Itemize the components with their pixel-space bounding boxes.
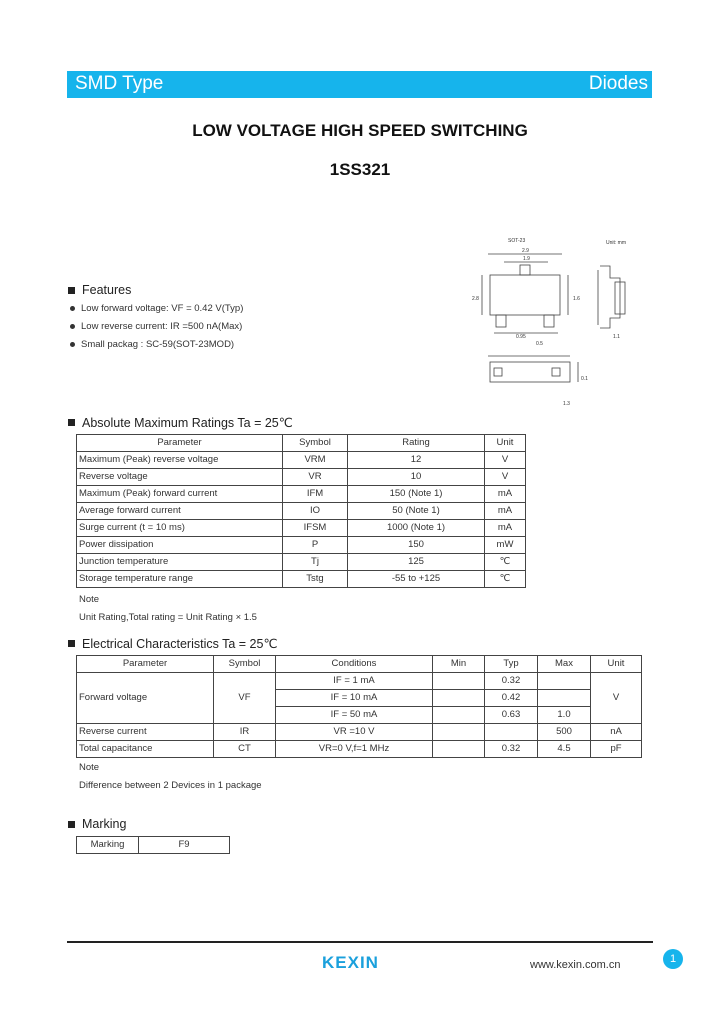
rating-cell: -55 to +125	[348, 571, 485, 588]
parameter-cell: Power dissipation	[77, 537, 283, 554]
elec-note-label: Note	[79, 762, 100, 773]
typ-cell: 0.32	[485, 673, 538, 690]
column-header: Conditions	[276, 656, 433, 673]
elec-table	[76, 655, 642, 758]
parameter-cell: Maximum (Peak) forward current	[77, 486, 283, 503]
max-cell	[538, 673, 591, 690]
parameter-cell: Forward voltage	[77, 673, 214, 724]
typ-cell: 0.63	[485, 707, 538, 724]
symbol-cell: IFSM	[283, 520, 348, 537]
table-row	[77, 503, 526, 520]
unit-cell: mA	[485, 520, 526, 537]
min-cell	[433, 690, 485, 707]
abs-max-table	[76, 434, 526, 588]
table-row	[77, 724, 642, 741]
features-heading	[68, 283, 131, 297]
parameter-cell: Surge current (t = 10 ms)	[77, 520, 283, 537]
header-type: Diodes	[588, 73, 648, 94]
dim-label: 1.9	[523, 256, 530, 262]
marking-heading	[68, 817, 126, 831]
unit-cell: V	[591, 673, 642, 724]
symbol-cell: P	[283, 537, 348, 554]
min-cell	[433, 673, 485, 690]
table-header-row	[77, 435, 526, 452]
footer-divider	[67, 941, 653, 943]
column-header: Symbol	[283, 435, 348, 452]
feature-item	[70, 339, 234, 350]
unit-cell: pF	[591, 741, 642, 758]
rating-cell: 10	[348, 469, 485, 486]
bullet-square-icon	[68, 419, 75, 426]
features-heading-text: Features	[82, 283, 132, 297]
symbol-cell: VRM	[283, 452, 348, 469]
table-row	[77, 554, 526, 571]
parameter-cell: Reverse voltage	[77, 469, 283, 486]
page-number-badge: 1	[663, 949, 683, 969]
bullet-dot-icon	[70, 306, 75, 311]
package-outline-drawing	[470, 230, 650, 415]
abs-max-heading	[68, 415, 293, 430]
min-cell	[433, 707, 485, 724]
symbol-cell: IO	[283, 503, 348, 520]
abs-max-note-label: Note	[79, 594, 100, 605]
column-header: Parameter	[77, 435, 283, 452]
max-cell	[538, 690, 591, 707]
rating-cell: 150	[348, 537, 485, 554]
column-header: Unit	[485, 435, 526, 452]
bullet-dot-icon	[70, 342, 75, 347]
dim-label: 1.1	[613, 334, 620, 340]
rating-cell: 12	[348, 452, 485, 469]
table-header-row	[77, 656, 642, 673]
parameter-cell: Reverse current	[77, 724, 214, 741]
max-cell: 4.5	[538, 741, 591, 758]
min-cell	[433, 741, 485, 758]
marking-label-cell: Marking	[77, 837, 139, 854]
table-row	[77, 469, 526, 486]
table-row	[77, 571, 526, 588]
symbol-cell: VF	[214, 673, 276, 724]
conditions-cell: VR =10 V	[276, 724, 433, 741]
feature-text: Low reverse current: IR =500 nA(Max)	[81, 321, 243, 332]
elec-heading-text: Electrical Characteristics Ta = 25℃	[82, 637, 278, 651]
min-cell	[433, 724, 485, 741]
symbol-cell: IR	[214, 724, 276, 741]
dim-label: 2.8	[472, 296, 479, 302]
parameter-cell: Maximum (Peak) reverse voltage	[77, 452, 283, 469]
table-row	[77, 486, 526, 503]
elec-heading	[68, 636, 277, 651]
dim-label: 2.9	[522, 248, 529, 254]
parameter-cell: Total capacitance	[77, 741, 214, 758]
conditions-cell: IF = 1 mA	[276, 673, 433, 690]
header-bar	[67, 71, 652, 98]
unit-cell: mA	[485, 486, 526, 503]
feature-item	[70, 321, 242, 332]
parameter-cell: Storage temperature range	[77, 571, 283, 588]
rating-cell: 50 (Note 1)	[348, 503, 485, 520]
part-number: 1SS321	[329, 160, 391, 179]
unit-cell: mA	[485, 503, 526, 520]
marking-value-cell: F9	[139, 837, 230, 854]
table-row	[77, 520, 526, 537]
rating-cell: 150 (Note 1)	[348, 486, 485, 503]
kexin-logo: KEXIN	[322, 953, 379, 972]
feature-text: Small packag : SC-59(SOT-23MOD)	[81, 339, 235, 350]
unit-cell: V	[485, 469, 526, 486]
dim-label: 0.95	[516, 334, 526, 340]
rating-cell: 125	[348, 554, 485, 571]
table-row	[77, 837, 230, 854]
header-category: SMD Type	[75, 73, 164, 94]
conditions-cell: IF = 10 mA	[276, 690, 433, 707]
symbol-cell: Tj	[283, 554, 348, 571]
column-header: Max	[538, 656, 591, 673]
column-header: Typ	[485, 656, 538, 673]
max-cell: 500	[538, 724, 591, 741]
table-row	[77, 537, 526, 554]
dim-label: 0.5	[536, 341, 543, 347]
dim-label: 1.6	[573, 296, 580, 302]
bullet-square-icon	[68, 821, 75, 828]
column-header: Min	[433, 656, 485, 673]
bullet-dot-icon	[70, 324, 75, 329]
marking-table	[76, 836, 230, 854]
elec-note-text: Difference between 2 Devices in 1 package	[79, 780, 262, 791]
parameter-cell: Junction temperature	[77, 554, 283, 571]
conditions-cell: IF = 50 mA	[276, 707, 433, 724]
column-header: Unit	[591, 656, 642, 673]
unit-cell: nA	[591, 724, 642, 741]
conditions-cell: VR=0 V,f=1 MHz	[276, 741, 433, 758]
abs-max-heading-text: Absolute Maximum Ratings Ta = 25℃	[82, 416, 293, 430]
symbol-cell: CT	[214, 741, 276, 758]
unit-cell: mW	[485, 537, 526, 554]
marking-heading-text: Marking	[82, 817, 127, 831]
unit-cell: V	[485, 452, 526, 469]
bullet-square-icon	[68, 640, 75, 647]
column-header: Symbol	[214, 656, 276, 673]
typ-cell	[485, 724, 538, 741]
column-header: Parameter	[77, 656, 214, 673]
column-header: Rating	[348, 435, 485, 452]
feature-item	[70, 303, 243, 314]
table-row	[77, 452, 526, 469]
unit-cell: ℃	[485, 554, 526, 571]
dim-label: 0.1	[581, 376, 588, 382]
footer-url[interactable]: www.kexin.com.cn	[530, 959, 621, 971]
typ-cell: 0.42	[485, 690, 538, 707]
dim-label: 1.3	[563, 401, 570, 407]
feature-text: Low forward voltage: VF = 0.42 V(Typ)	[81, 303, 244, 314]
page-title: LOW VOLTAGE HIGH SPEED SWITCHING	[192, 121, 528, 140]
unit-label: Unit: mm	[606, 240, 626, 246]
table-row	[77, 741, 642, 758]
bullet-square-icon	[68, 287, 75, 294]
parameter-cell: Average forward current	[77, 503, 283, 520]
package-name: SOT-23	[508, 238, 526, 244]
max-cell: 1.0	[538, 707, 591, 724]
symbol-cell: Tstg	[283, 571, 348, 588]
symbol-cell: IFM	[283, 486, 348, 503]
table-row	[77, 673, 642, 690]
symbol-cell: VR	[283, 469, 348, 486]
rating-cell: 1000 (Note 1)	[348, 520, 485, 537]
abs-max-note-text: Unit Rating,Total rating = Unit Rating × 1.5	[79, 612, 257, 623]
unit-cell: ℃	[485, 571, 526, 588]
typ-cell: 0.32	[485, 741, 538, 758]
